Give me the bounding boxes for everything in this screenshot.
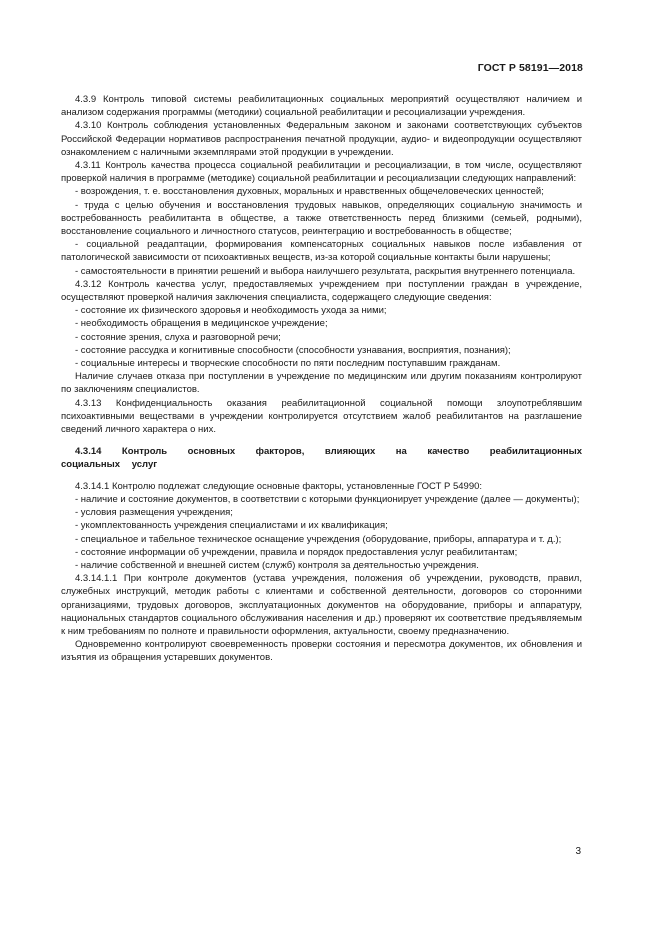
paragraph-4-3-14-1-1: 4.3.14.1.1 При контроле документов (устава учреждения, положения об учреждении, руководств, правил, служебных инструкций, методик работы с клиентами и собственной деятельности, договоров со сторонними организациями, трудовых договоров, эксплуатационных документов на оборудование, приборы и аппаратуру, национальных стандартов социального обслуживания населения и др.) проверяют их соответствие предъявляемым к ним требованиям по полноте и правильности оформления, актуальности, своему предназначению. [61, 573, 582, 637]
document-body [61, 93, 582, 665]
list-item: - труда с целью обучения и восстановления трудовых навыков, определяющих социальную значимость и востребованность реабилитанта в обществе, а также ответственность перед близкими (семьей, родными), восстановление социального и личностного статусов, реинтеграцию и востребованность в обществе; [61, 199, 582, 238]
paragraph-refusal-cases: Наличие случаев отказа при поступлении в учреждение по медицинским или другим показаниям контролируют по заключениям специалистов. [61, 371, 582, 396]
list-item: - социальной реадаптации, формирования компенсаторных социальных навыков после избавления от патологической зависимости от психоактивных веществ, из-за которой социальные контакты были нарушены; [61, 239, 582, 264]
paragraph-4-3-14-1: 4.3.14.1 Контролю подлежат следующие основные факторы, установленные ГОСТ Р 54990: [75, 480, 483, 492]
paragraph-document-review: Одновременно контролируют своевременность проверки состояния и пересмотра документов, их обновления и изъятия из обращения устаревших документов. [61, 639, 582, 664]
paragraph-4-3-12: 4.3.12 Контроль качества услуг, предоставляемых учреждением при поступлении граждан в учреждение, осуществляют проверкой наличия заключения специалиста, содержащего следующие сведения: [61, 278, 582, 304]
list-item: - специальное и табельное техническое оснащение учреждения (оборудование, приборы, аппаратура и т. д.); [75, 533, 562, 545]
list-item: - наличие собственной и внешней систем (служб) контроля за деятельностью учреждения. [75, 559, 479, 571]
paragraph-4-3-9: 4.3.9 Контроль типовой системы реабилитационных социальных мероприятий осуществляют наличием и анализом содержания программы (методики) социальной реабилитации и ресоциализации учреждения. [61, 94, 582, 119]
paragraph-4-3-11: 4.3.11 Контроль качества процесса социальной реабилитации и ресоциализации, в том числе, осуществляют проверкой наличия в программе (методике) социальной реабилитации и ресоциализации следующих направлений: [61, 160, 582, 185]
standard-header: ГОСТ Р 58191—2018 [477, 62, 583, 74]
list-item: - состояние зрения, слуха и разговорной речи; [75, 331, 281, 343]
paragraph-4-3-10: 4.3.10 Контроль соблюдения установленных Федеральным законом и законами соответствующих субъектов Российской Федерации нормативов распространения печатной продукции, аудио- и видеопродукции осуществляют ознакомлением с наличными экземплярами этой продукции в учреждении. [61, 120, 582, 158]
list-item: - необходимость обращения в медицинское учреждение; [75, 318, 328, 330]
list-item: - условия размещения учреждения; [75, 507, 233, 519]
paragraph-4-3-13: 4.3.13 Конфиденциальность оказания реабилитационной социальной помощи злоупотреблявшим психоактивными веществами в учреждении контролируется отсутствием жалоб реабилитантов на разглашение сведений личного характера о них. [61, 397, 582, 436]
list-item: - самостоятельности в принятии решений и выбора наилучшего результата, раскрытия внутреннего потенциала. [75, 265, 576, 277]
list-item: - состояние информации об учреждении, правила и порядок предоставления услуг реабилитантам; [75, 546, 518, 558]
page-number: 3 [575, 846, 581, 857]
list-item: - социальные интересы и творческие способности по пяти последним поступавшим гражданам. [75, 358, 501, 370]
list-item: - возрождения, т. е. восстановления духовных, моральных и нравственных общечеловеческих ценностей; [75, 186, 544, 198]
list-item: - состояние рассудка и когнитивные способности (способности узнавания, восприятия, познания); [75, 344, 511, 356]
list-item: - наличие и состояние документов, в соответствии с которыми функционирует учреждение (далее — документы); [75, 493, 580, 505]
section-heading-4-3-14: 4.3.14 Контроль основных факторов, влияющих на качество реабилитационных социальных услуг [61, 446, 582, 471]
list-item: - состояние их физического здоровья и необходимость ухода за ними; [75, 305, 387, 317]
list-item: - укомплектованность учреждения специалистами и их квалификация; [75, 520, 388, 532]
